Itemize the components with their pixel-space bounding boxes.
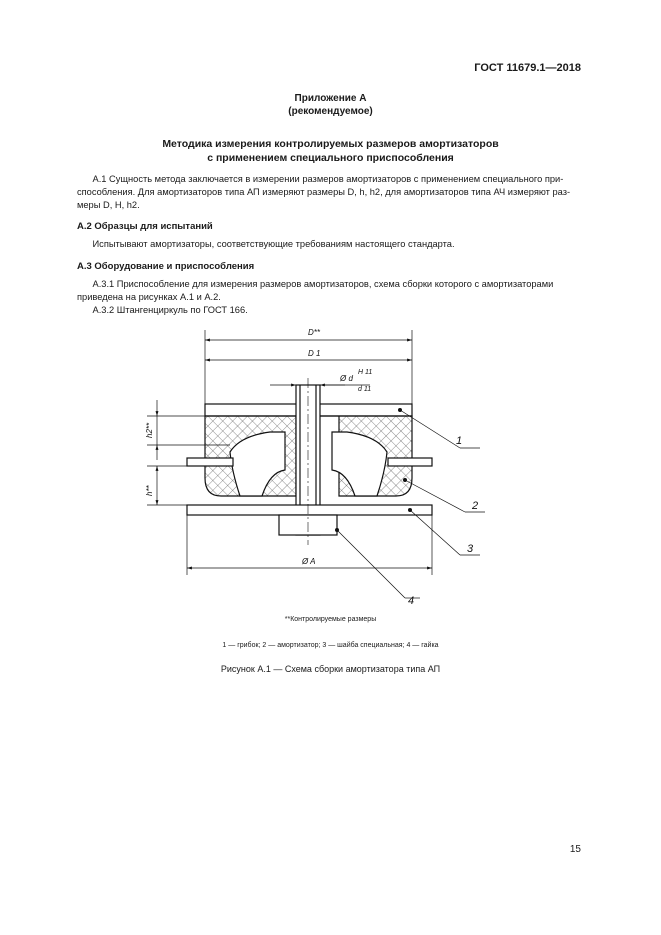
a3-p1-line1: А.3.1 Приспособление для измерения размеров амортизаторов, схема сборки которого с амортизаторами — [92, 279, 554, 289]
appendix-title: Приложение А — [294, 93, 367, 104]
section-title — [0, 137, 661, 165]
assembly-diagram — [0, 320, 661, 620]
label-D1: D 1 — [308, 349, 321, 358]
a2-text: Испытывают амортизаторы, соответствующие требованиям настоящего стандарта. — [92, 239, 455, 249]
a1-line2: способления. Для амортизаторов типа АП измеряют размеры D, h, h2, для амортизаторов типа АЧ измеряют раз- — [77, 187, 571, 197]
figure-note: **Контролируемые размеры — [284, 616, 377, 623]
page-number: 15 — [569, 844, 581, 855]
label-d: Ø d — [340, 374, 353, 383]
section-title-line1: Методика измерения контролируемых размеров амортизаторов — [162, 138, 499, 150]
a1-line3: меры D, H, h2. — [77, 200, 140, 210]
label-h2: h2** — [145, 422, 154, 438]
special-washer — [187, 505, 432, 515]
label-d11: d 11 — [358, 386, 372, 393]
label-4: 4 — [408, 595, 415, 607]
label-2: 2 — [472, 500, 479, 512]
label-D: D** — [308, 328, 321, 337]
figure-caption: Рисунок А.1 — Схема сборки амортизатора типа АП — [220, 664, 441, 674]
a1-line1: А.1 Сущность метода заключается в измерении размеров амортизаторов с применением специального при- — [92, 174, 564, 184]
appendix-heading — [0, 92, 661, 118]
label-A: Ø A — [302, 557, 316, 566]
paragraph-a2 — [77, 238, 582, 251]
section-title-line2: с применением специального приспособления — [207, 152, 454, 164]
a3-p1-line2: приведена на рисунках А.1 и А.2. — [77, 292, 221, 302]
standard-number: ГОСТ 11679.1—2018 — [474, 62, 581, 74]
tab-right — [388, 458, 432, 466]
tab-left — [187, 458, 233, 466]
paragraph-a1 — [77, 173, 582, 212]
heading-a2: А.2 Образцы для испытаний — [77, 221, 213, 232]
label-1: 1 — [456, 435, 463, 447]
label-h: h** — [145, 485, 154, 496]
a3-p2: А.3.2 Штангенциркуль по ГОСТ 166. — [92, 305, 248, 315]
label-H11: H 11 — [358, 369, 373, 376]
paragraph-a3 — [77, 278, 582, 317]
appendix-status: (рекомендуемое) — [288, 106, 373, 117]
figure-legend: 1 — грибок; 2 — амортизатор; 3 — шайба специальная; 4 — гайка — [222, 642, 439, 649]
label-3: 3 — [467, 543, 474, 555]
heading-a3: А.3 Оборудование и приспособления — [77, 261, 255, 272]
